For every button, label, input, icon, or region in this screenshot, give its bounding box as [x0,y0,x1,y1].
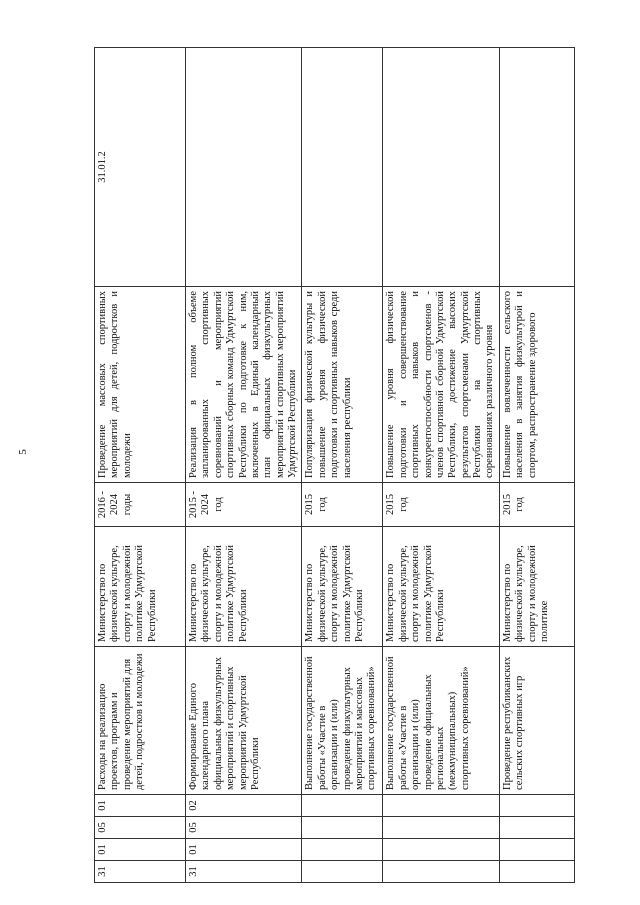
code-cell: 01 [95,839,186,861]
code-cell: 01 [186,839,302,861]
executor-cell: Министерство по физической культуре, спорту и молодежной политике Удмуртской Республики [383,527,499,647]
code-cell [383,795,499,817]
executor-cell: Министерство по физической культуре, спорту и молодежной политике Удмуртской Республики [95,527,186,647]
code-cell: 31 [95,861,186,883]
code-cell [383,817,499,839]
code-cell: 31 [186,861,302,883]
code-cell [499,839,574,861]
indicator-cell: 31.01.2 [95,48,186,287]
program-table [94,47,575,883]
table-row [302,48,383,883]
table-row [383,48,499,883]
result-cell: Проведение массовых спортивных мероприятий для детей, подростков и молодежи [95,287,186,483]
indicator-cell [186,48,302,287]
indicator-cell [302,48,383,287]
measure-name-cell: Формирование Единого календарного плана официальных физкультурных мероприятий и спортивных мероприятий Удмуртской Республики [186,647,302,795]
indicator-cell [499,48,574,287]
code-cell: 05 [95,817,186,839]
code-cell: 01 [95,795,186,817]
code-cell [499,861,574,883]
measure-name-cell: Выполнение государственной работы «Участие в организации и (или) проведение физкультурных мероприятий и массовых спортивных соревнований» [302,647,383,795]
executor-cell: Министерство по физической культуре, спорту и молодежной политике [499,527,574,647]
measure-name-cell: Проведение республиканских сельских спортивных игр [499,647,574,795]
result-cell: Повышение уровня физической подготовки и совершенствование спортивных навыков и конкурентоспособности спортсменов - членов спортивной сборной Удмуртской Республики, достижение высоких результатов спортсменами Удмуртской Республики на спортивных соревнованиях различного уровня [383,287,499,483]
measure-name-cell: Выполнение государственной работы «Участие в организации и (или) проведение официальных региональных (межмуниципальных) спортивных соревнований» [383,647,499,795]
code-cell [302,839,383,861]
table-row [95,48,186,883]
executor-cell: Министерство по физической культуре, спорту и молодежной политике Удмуртской Республики [186,527,302,647]
period-cell: 2016 - 2024 годы [95,483,186,527]
result-cell: Реализация в полном объеме запланированных спортивных соревнований и мероприятий спортивных сборных команд Удмуртской Республики по подготовке к ним, включенных в Единый календарный план официальных физкультурных мероприятий и спортивных мероприятий Удмуртской Республики [186,287,302,483]
code-cell [383,839,499,861]
result-cell: Популяризация физической культуры и повышение уровня физической подготовки и спортивных навыков среди населения республики [302,287,383,483]
code-cell [499,795,574,817]
table-row [499,48,574,883]
period-cell: 2015 - 2024 год [186,483,302,527]
rotated-page [94,0,640,905]
executor-cell: Министерство по физической культуре, спорту и молодежной политике Удмуртской Республики [302,527,383,647]
table-row [186,48,302,883]
indicator-cell [383,48,499,287]
code-cell: 02 [186,795,302,817]
code-cell: 05 [186,817,302,839]
code-cell [302,861,383,883]
code-cell [302,795,383,817]
period-cell: 2015 год [499,483,574,527]
code-cell [383,861,499,883]
page-number: 5 [16,449,29,455]
code-cell [302,817,383,839]
period-cell: 2015 год [383,483,499,527]
result-cell: Повышение вовлеченности сельского населения в занятия физкультурой и спортом, распространение здорового [499,287,574,483]
measure-name-cell: Расходы на реализацию проектов, программ и проведение мероприятий для детей, подростков и молодежи [95,647,186,795]
code-cell [499,817,574,839]
period-cell: 2015 год [302,483,383,527]
